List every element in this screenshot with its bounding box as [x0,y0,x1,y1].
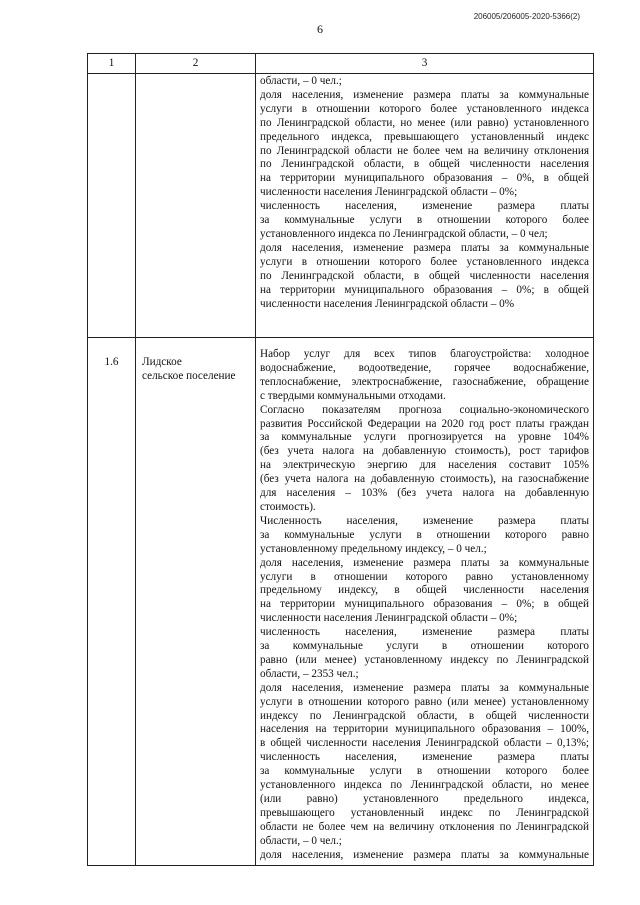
text-line: численности населения Ленинградской области – 0%; [260,612,518,625]
text-line: населения на территории муниципального образования – 100%, [260,723,589,736]
page-number: 6 [317,22,323,36]
text-line: по Ленинградской области, но менее (или равно) установленного [260,116,589,129]
table-header-row [88,54,594,74]
settlement-name-line: сельское поселение [142,369,236,382]
text-line: области, – 0 чел.; [260,75,342,87]
text-line: численности населения Ленинградской области – 0% [260,297,515,310]
text-line: доля населения, изменение размера платы за коммунальные [260,556,589,569]
text-line: на территории муниципального образования – 0%; в общей [260,598,589,611]
text-line: стоимость). [260,500,316,513]
row-number: 1.6 [88,338,136,866]
row-number [88,74,136,338]
text-line: за коммунальные услуги в отношении которого равно [260,528,589,541]
text-line: области, – 2353 чел.; [260,667,359,680]
text-line: численность населения, изменение размера платы [260,751,589,764]
text-line: за коммунальные услуги прогнозируется на уровне 104% [260,431,589,444]
text-line: по Ленинградской области не более чем на величину отклонения [260,144,589,157]
settlement-name [136,74,256,338]
text-line: по Ленинградской области, в общей численности населения [260,269,589,282]
text-line: услуги в отношении которого более установленного индекса [260,255,589,268]
text-line: предельному индексу, в общей численности населения [260,584,589,597]
text-line: Набор услуг для всех типов благоустройства: холодное [260,348,589,360]
column-header-1: 1 [88,54,136,74]
text-line: для населения – 103% (без учета налога на добавленную [260,487,589,500]
text-line: доля населения, изменение размера платы за коммунальные [260,88,589,101]
text-line: индексу по Ленинградской области, в общей численности [260,709,589,722]
column-header-2: 2 [136,54,256,74]
text-line: Согласно показателям прогноза социально-экономического [260,403,589,416]
text-line: области, – 0 чел.; [260,834,342,847]
description-cell [256,338,594,866]
text-line: за коммунальные услуги в отношении которого [260,640,589,653]
text-line: за коммунальные услуги в отношении которого более [260,214,589,227]
text-line: установленного индекса по Ленинградской области, но менее [260,779,589,792]
text-line: установленному предельному индексу, – 0 чел.; [260,542,487,555]
document-id: 206005/206005-2020-5366(2) [473,12,580,21]
text-line: водоснабжение, водоотведение, горячее водоснабжение, [260,361,589,374]
text-line: на территории муниципального образования – 0%; в общей [260,283,589,296]
text-line: за коммунальные услуги в отношении которого более [260,765,589,778]
text-line: численность населения, изменение размера платы [260,200,589,213]
text-line: равно (или менее) установленному индексу по Ленинградской [260,653,589,666]
text-line: (без учета налога на добавленную стоимость), на газоснабжение [260,473,589,486]
text-line: (без учета налога на добавленную стоимость), рост тарифов [260,445,589,458]
text-line: на электрическую энергию для населения составит 105% [260,459,589,472]
text-line: численность населения, изменение размера платы [260,626,589,639]
text-line: в общей численности населения Ленинградской области – 0,13%; [260,737,589,750]
text-line: по Ленинградской области, в общей численности населения [260,158,589,171]
text-line: развития Российской Федерации на 2020 год рост платы граждан [260,417,589,430]
column-header-3: 3 [256,54,594,74]
text-line: теплоснабжение, электроснабжение, газоснабжение, обращение [260,375,589,388]
text-line: услуги в отношении которого более установленного индекса [260,102,589,115]
text-line: области не более чем на величину отклонения по Ленинградской [260,820,589,833]
text-line: (или равно) установленного предельного индекса, [260,793,589,805]
text-line: доля населения, изменение размера платы за коммунальные [260,848,589,861]
text-line: доля населения, изменение размера платы за коммунальные [260,681,589,694]
text-line: установленного индекса по Ленинградской области, – 0 чел; [260,227,548,240]
text-line: Численность населения, изменение размера платы [260,514,589,527]
settlement-name-line: Лидское [142,356,182,368]
text-line: превышающего установленный индекс по Ленинградской [260,806,589,819]
text-line: услуги в отношении которого равно (или менее) установленному [260,695,589,708]
description-cell [256,74,594,338]
text-line: предельного индекса, превышающего установленный индекс [260,130,589,143]
document-table [87,53,594,866]
table-row [88,74,594,338]
text-line: доля населения, изменение размера платы за коммунальные [260,241,589,254]
text-line: услуги в отношении которого равно установленному [260,570,589,583]
table-row [88,338,594,866]
settlement-name [136,338,256,866]
text-line: численности населения Ленинградской области – 0%; [260,186,518,199]
text-line: с твердыми коммунальными отходами. [260,389,446,402]
text-line: на территории муниципального образования – 0%, в общей [260,172,589,185]
